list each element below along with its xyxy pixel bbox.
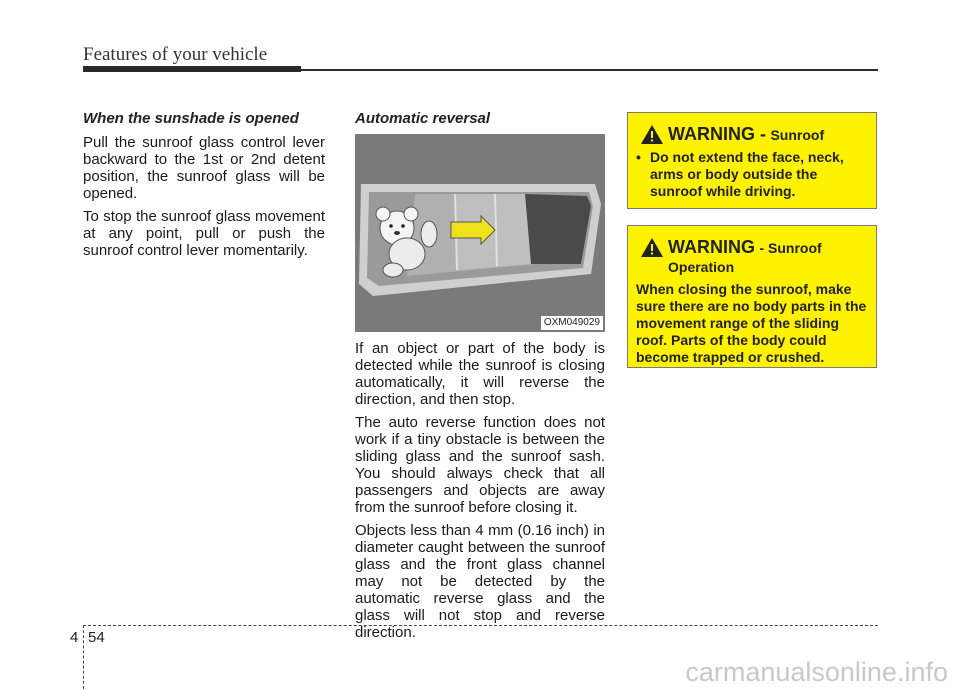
figure-code: OXM049029: [541, 316, 603, 330]
chapter-number: 4: [70, 629, 79, 646]
warning-bullet-text: Do not extend the face, neck, arms or body outside the sunroof while driving.: [650, 149, 844, 199]
sunroof-figure-svg: [355, 134, 605, 332]
warning-label: WARNING -: [668, 124, 766, 144]
warning-box-sunroof-operation: [627, 225, 877, 368]
footer-divider: [83, 625, 84, 689]
header-rule-thick: [83, 66, 301, 72]
footer-rule: [83, 625, 878, 626]
warning-subject: - Sunroof Operation: [668, 240, 822, 275]
paragraph: Pull the sunroof glass control lever backward to the 1st or 2nd detent position, the sunroof glass will be opened.: [83, 134, 325, 202]
warning-triangle-icon: [640, 237, 664, 258]
paragraph: To stop the sunroof glass movement at any point, pull or push the sunroof control lever momentarily.: [83, 208, 325, 259]
page-number: 54: [88, 629, 105, 646]
watermark: carmanualsonline.info: [685, 657, 948, 687]
header-rule-thin: [301, 69, 878, 71]
warning-label: WARNING: [668, 237, 755, 257]
warning-header: [636, 123, 866, 145]
warning-text: [636, 149, 866, 200]
sliding-glass: [525, 194, 591, 264]
page-header-title: Features of your vehicle: [83, 44, 268, 65]
warning-text: When closing the sunroof, make sure there are no body parts in the movement range of the sliding roof. Parts of the body could become trapped or crushed.: [636, 281, 867, 365]
section-heading-auto-reversal: Automatic reversal: [355, 110, 491, 127]
left-column: [83, 110, 325, 265]
warning-subject: Sunroof: [770, 127, 825, 143]
middle-column: [355, 110, 605, 647]
sunroof-illustration: [355, 134, 605, 332]
warning-header: [636, 236, 868, 277]
bullet: •: [636, 149, 641, 165]
warning-triangle-icon: [640, 124, 664, 145]
warning-box-sunroof: [627, 112, 877, 209]
paragraph: Objects less than 4 mm (0.16 inch) in diameter caught between the sunroof glass and the front glass channel may not be detected by the automatic reverse glass and the glass will not stop and reverse direction.: [355, 522, 605, 641]
section-heading-sunshade: When the sunshade is opened: [83, 110, 299, 127]
paragraph: The auto reverse function does not work if a tiny obstacle is between the sliding glass and the sunroof sash. You should always check that all passengers and objects are away from the sunroof before closing it.: [355, 414, 605, 516]
paragraph: If an object or part of the body is detected while the sunroof is closing automatically, it will reverse the direction, and then stop.: [355, 340, 605, 408]
